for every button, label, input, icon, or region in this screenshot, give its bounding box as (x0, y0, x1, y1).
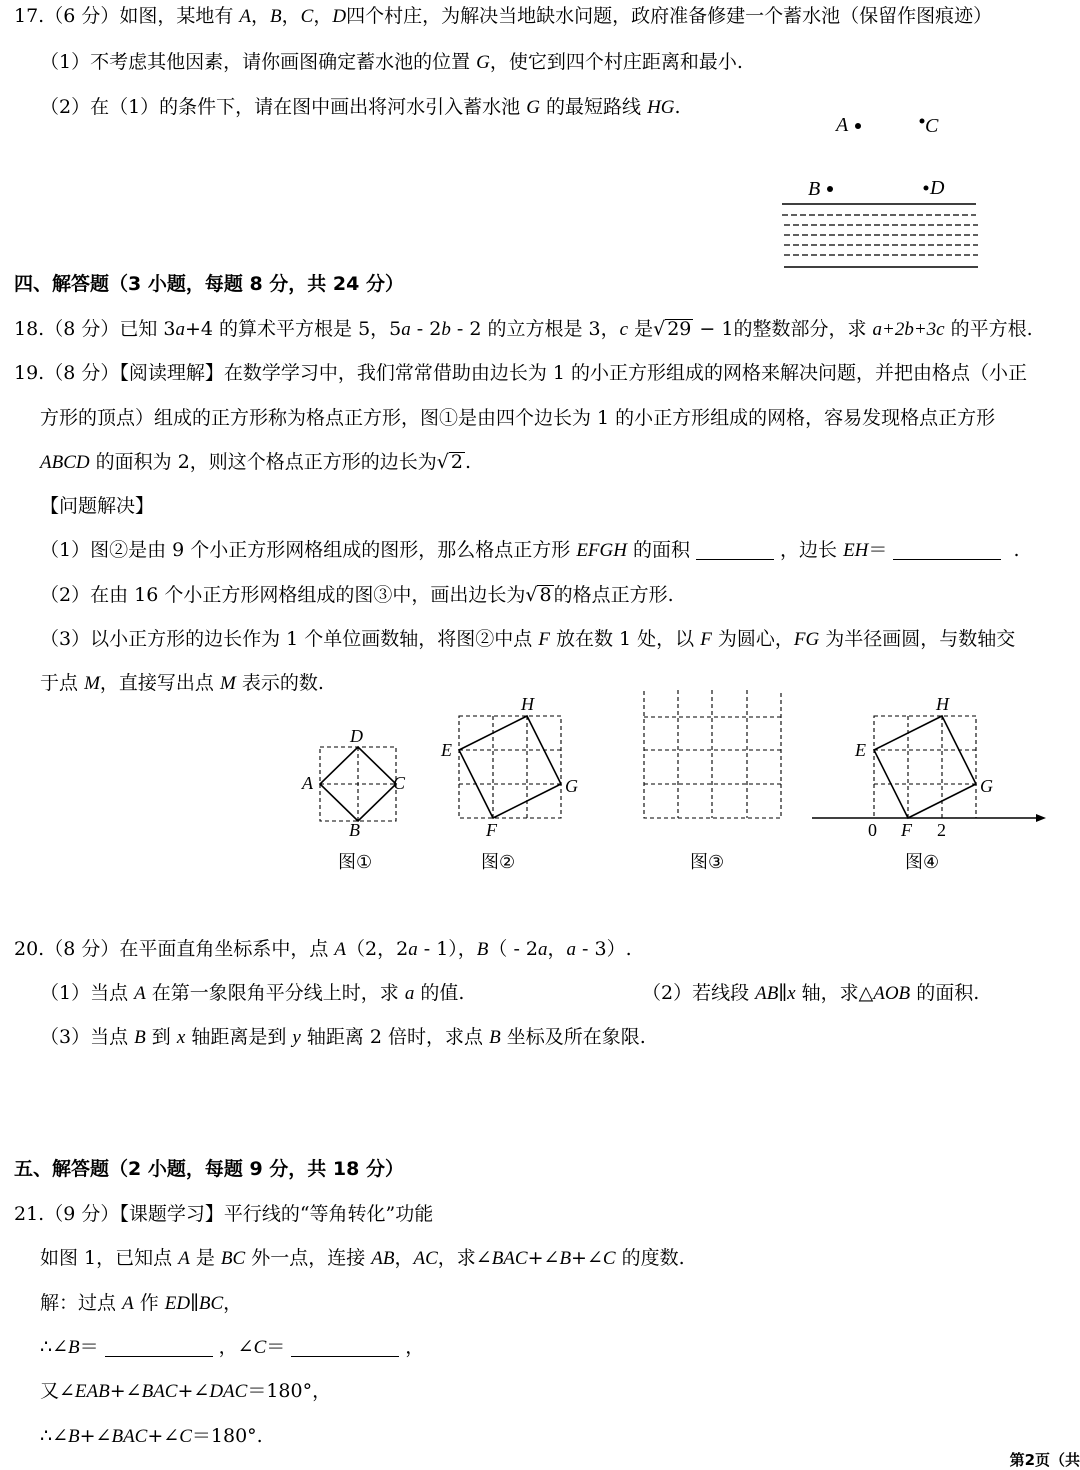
q19-area-blank[interactable] (696, 539, 774, 560)
fig2-square-efgh (459, 716, 561, 818)
q17-part2: （2）在（1）的条件下，请在图中画出将河水引入蓄水池 G 的最短路线 HG. (40, 96, 681, 118)
map-label-a: A (836, 114, 849, 136)
section-5-title: 五、解答题（2 小题，每题 9 分，共 18 分） (14, 1158, 404, 1180)
q19-side-blank[interactable] (893, 539, 1001, 560)
fig4-label-g: G (980, 776, 993, 796)
page-footer: 第2页（共 (1009, 1451, 1080, 1469)
q21-line5: ∴∠B+∠BAC+∠C＝180°. (40, 1425, 263, 1447)
q19-problem-heading: 【问题解决】 (40, 495, 155, 517)
fig1-label-b: B (349, 820, 360, 840)
q19-part3-line2: 于点 M，直接写出点 M 表示的数. (40, 672, 324, 694)
q19-part3-line1: （3）以小正方形的边长作为 1 个单位画数轴，将图②中点 F 放在数 1 处，以 F 为圆心，FG 为半径画圆，与数轴交 (40, 628, 1016, 650)
village-b-dot (827, 186, 833, 192)
village-map-figure (770, 105, 990, 275)
q21-solution-line: 解：过点 A 作 ED∥BC， (40, 1292, 243, 1314)
q19-line3: ABCD 的面积为 2，则这个格点正方形的边长为√ 2 . (40, 451, 472, 473)
fig4-square-efgh (874, 716, 976, 818)
q21-angle-c-blank[interactable] (291, 1336, 399, 1357)
fig2-caption: 图② (481, 852, 516, 873)
fig1-label-a: A (302, 773, 313, 793)
q17-part1: （1）不考虑其他因素，请你画图确定蓄水池的位置 G，使它到四个村庄距离和最小. (40, 51, 743, 73)
fig2-label-f: F (486, 820, 497, 840)
fig1-grid (320, 747, 396, 821)
fig2-grid (459, 716, 561, 818)
q20-part3: （3）当点 B 到 x 轴距离是到 y 轴距离 2 倍时，求点 B 坐标及所在象限. (40, 1026, 646, 1048)
fig4-label-e: E (855, 740, 866, 760)
q19-line2: 方形的顶点）组成的正方形称为格点正方形，图①是由四个边长为 1 的小正方形组成的网格，容易发现格点正方形 (40, 407, 996, 429)
fig4-label-h: H (936, 694, 949, 714)
q21-line4: 又∠EAB+∠BAC+∠DAC＝180°， (40, 1380, 332, 1402)
q19-figures (0, 690, 1080, 880)
fig2-label-g: G (565, 776, 578, 796)
fig3-grid (644, 690, 781, 818)
q21-line3: ∴∠B＝ ，∠C＝ ， (40, 1336, 425, 1358)
fig2-label-e: E (441, 740, 452, 760)
fig4-label-f: F (901, 820, 912, 840)
map-label-b: B (808, 178, 821, 200)
village-d-dot (924, 186, 929, 191)
q19-line1: 19.（8 分）【阅读理解】在数学学习中，我们常常借助由边长为 1 的小正方形组成的网格来解决问题，并把由格点（小正 (14, 362, 1028, 384)
map-label-d: D (930, 177, 945, 199)
q20-text: 20.（8 分）在平面直角坐标系中，点 A（2，2a - 1），B（ - 2a，a - 3）. (14, 938, 632, 960)
fig4-grid (874, 716, 976, 818)
fig4-axis-arrow (1036, 814, 1046, 822)
q21-heading: 21.（9 分）【课题学习】平行线的“等角转化”功能 (14, 1203, 434, 1225)
q20-part1: （1）当点 A 在第一象限角平分线上时，求 a 的值. (40, 982, 465, 1004)
q19-part1: （1）图②是由 9 个小正方形网格组成的图形，那么格点正方形 EFGH 的面积 ，边长 EH＝ . (40, 539, 1020, 561)
section-4-title: 四、解答题（3 小题，每题 8 分，共 24 分） (14, 273, 404, 295)
q21-line1: 如图 1，已知点 A 是 BC 外一点，连接 AB，AC，求∠BAC+∠B+∠C 的度数. (40, 1247, 685, 1269)
village-c-dot (920, 119, 925, 124)
fig4-tick-zero: 0 (868, 820, 877, 840)
q18-text: 18.（8 分）已知 3a+4 的算术平方根是 5，5a - 2b - 2 的立方根是 3，c 是√ 29 − 1的整数部分，求 a+2b+3c 的平方根. (14, 318, 1033, 340)
q17-line1: 17.（6 分）如图，某地有 A，B，C，D四个村庄，为解决当地缺水问题，政府准备修建一个蓄水池（保留作图痕迹） (14, 5, 993, 27)
village-a-dot (855, 123, 861, 129)
q21-angle-b-blank[interactable] (105, 1336, 213, 1357)
fig4-tick-two: 2 (937, 820, 946, 840)
q20-part2: （2）若线段 AB∥x 轴，求△AOB 的面积. (642, 982, 980, 1004)
q19-part2: （2）在由 16 个小正方形网格组成的图③中，画出边长为√ 8 的格点正方形. (40, 584, 674, 606)
fig1-caption: 图① (338, 852, 373, 873)
fig2-label-h: H (521, 694, 534, 714)
fig3-caption: 图③ (690, 852, 725, 873)
river-water (782, 215, 978, 255)
map-label-c: C (925, 115, 939, 137)
fig1-label-d: D (350, 726, 363, 746)
fig4-caption: 图④ (905, 852, 940, 873)
fig1-label-c: C (393, 773, 406, 793)
